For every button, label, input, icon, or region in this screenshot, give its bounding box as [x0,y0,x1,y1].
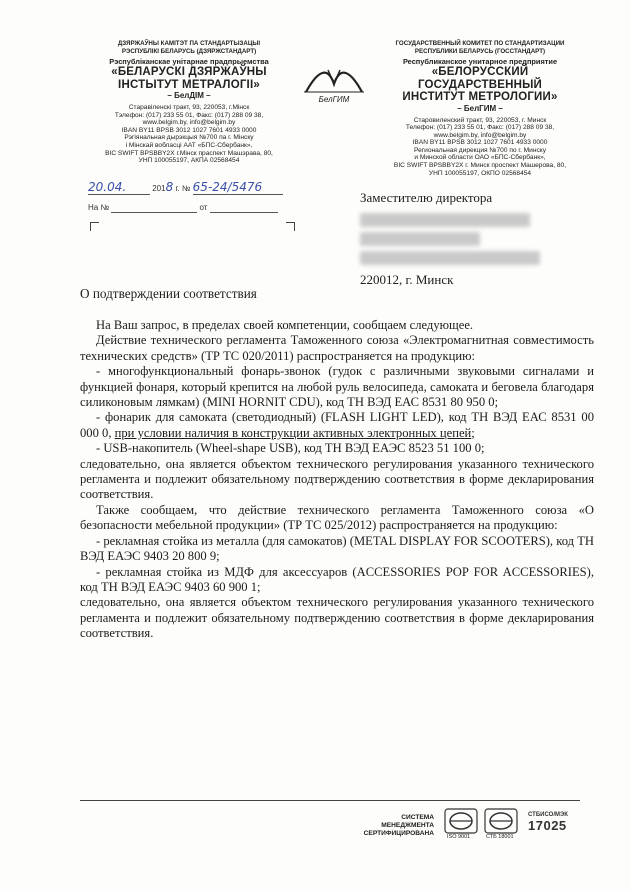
cert-caption: ISO 9001 [447,834,471,840]
body-paragraph: Также сообщаем, что действие технического регламента Таможенного союза «О безопасности мебельной продукции» (ТР ТС 025/2012) распространяется на продукцию: [80,502,594,533]
address-line: www.belgim.by, info@belgim.by [142,119,236,127]
org-name-line: РЭСПУБЛІКІ БЕЛАРУСЬ (ДЗЯРЖСТАНДАРТ) [121,47,257,55]
body-text: - фонарик для самоката (светодиодный) (FLASH LIGHT LED), код ТН ВЭД ЕАС 8531 00 000 0, [80,410,594,440]
footer-label-line: СЕРТИФИЦИРОВАНА [363,830,434,837]
body-paragraph: - USB-накопитель (Wheel-shape USB), код ТН ВЭД ЕАЭС 8523 51 100 0; [96,441,485,456]
addressee-block [360,188,540,290]
corner-mark [90,222,99,231]
address-line: Тэлефон: (017) 233 55 01, Факс: (017) 288 09 38, [114,111,264,119]
address-line: BIC SWIFT BPSBBY2X г. Минск проспект Машерова, 80, [393,162,567,170]
address-line: Рэгіянальная дырэкцыя №700 па г. Мінску [124,134,254,142]
body-paragraph: - многофункциональный фонарь-звонок (гудок с различными звуковыми сигналами и функцией фонаря, который крепится на любой руль велосипеда, самоката и беговела благодаря силиконовым лямкам) (MINI HORNIT CDU), код ТН ВЭД ЕАС 8531 80 950 0; [80,364,594,410]
number-prefix: г. № [175,184,191,193]
body-paragraph: следовательно, она является объектом технического регулирования указанного технического регламента и подлежит обязательному подтверждению соответствия в форме декларирования соответствия. [80,456,594,502]
outgoing-reg-line [88,180,283,195]
body-text: ; [471,425,475,440]
handwritten-year: 8 [165,180,174,194]
addressee-city: 220012, г. Минск [360,272,454,287]
body-paragraph: следовательно, она является объектом технического регулирования указанного технического регламента и подлежит обязательному подтверждению соответствия в форме декларирования соответствия. [80,595,594,641]
address-line: Региональная дирекция №700 по г. Минску [413,146,547,154]
address-line: BIC SWIFT BPSBBY2X г.Мінск праспект Машэрава, 80, [105,149,273,157]
address-line: и Минской области ОАО «БПС-Сбербанк», [414,154,546,162]
footer-label-line: СИСТЕМА МЕНЕДЖМЕНТА [381,814,434,829]
address-line: Старовиленский тракт, 93, 220053, г. Минск [413,116,547,124]
address-line: УНП 100055197, ОКПО 02568454 [428,169,532,177]
body-paragraph [80,410,594,441]
handwritten-date: 20.04. [88,180,127,194]
handwritten-number: 65-24/5476 [192,180,263,194]
institute-abbr: – БелГИМ – [457,103,503,113]
address-line: УНП 100055197, АКПА 02568454 [138,157,240,165]
letter-body [80,318,594,642]
body-paragraph: - рекламная стойка из металла (для самокатов) (METAL DISPLAY FOR SCOOTERS), код ТН ВЭД ЕАЭС 9403 20 800 9; [80,533,594,564]
footer-divider [80,800,580,801]
institute-title: «БЕЛАРУСКІ ДЗЯРЖАЎНЫ [111,66,267,78]
address-line: Старавіленскі тракт, 93, 220053, г.Мінск [128,104,250,111]
address-line: і Мінскай вобласці ААТ «БПС-Сбербанк», [125,141,253,149]
org-name-line: РЕСПУБЛИКИ БЕЛАРУСЬ (ГОССТАНДАРТ) [414,47,546,55]
body-paragraph: - рекламная стойка из МДФ для аксессуаров (ACCESSORIES POP FOR ACCESSORIES), код ТН ВЭД ЕАЭС 9403 60 900 1; [80,564,594,594]
institute-title: ИНСТИТУТ МЕТРОЛОГИИ» [402,91,558,103]
body-paragraph: Действие технического регламента Таможенного союза «Электромагнитная совместимость технических средств» (ТР ТС 020/2011) распространяется на продукцию: [80,333,594,363]
to-label: На № [88,203,110,212]
letterhead-belarusian [84,40,294,165]
address-line: IBAN BY11 BPSB 3012 1027 7601 4933 0000 [121,126,257,134]
enterprise-type: Республиканское унитарное предприятие [402,57,558,66]
enterprise-type: Рэспубліканскае унітарнае прадпрыемства [109,57,269,66]
body-paragraph: На Ваш запрос, в пределах своей компетенции, сообщаем следующее. [96,318,474,332]
stb-label: СТБИСО/МЭК [528,812,568,818]
from-label: от [199,203,208,212]
stb-accreditation [528,812,568,833]
logo-text: БелГИМ [318,95,350,104]
address-line: Телефон: (017) 233 55 01, Факс: (017) 288 09 38, [405,124,555,132]
org-name-line: ДЗЯРЖАЎНЫ КАМІТЭТ ПА СТАНДАРТЫЗАЦЫІ [117,40,261,47]
redacted-line [360,232,480,246]
underlined-condition: при условии наличия в конструкции активных электронных цепей [114,425,472,440]
org-name-line: ГОСУДАРСТВЕННЫЙ КОМИТЕТ ПО СТАНДАРТИЗАЦИИ [395,40,565,47]
letterhead-russian [370,40,590,177]
address-line: www.belgim.by, info@belgim.by [433,131,527,139]
institute-title: «БЕЛОРУССКИЙ ГОСУДАРСТВЕННЫЙ [417,66,543,91]
letter-subject: О подтверждении соответствия [80,286,257,301]
management-system-label [352,814,434,838]
institute-title: ІНСТЫТУТ МЕТРАЛОГІІ» [118,78,260,91]
stb-number: 17025 [528,818,567,833]
institute-abbr: – БелДІМ – [167,91,211,100]
cert-caption: СТБ 18001 [486,834,514,840]
redacted-line [360,213,530,227]
redacted-line [360,251,540,265]
address-line: IBAN BY11 BPSB 3012 1027 7601 4933 0000 [412,139,548,147]
corner-mark [286,222,295,231]
belgim-logo [298,62,370,106]
incoming-ref-line [88,203,278,213]
addressee-title: Заместителю директора [360,190,493,205]
year-prefix: 201 [152,184,166,193]
